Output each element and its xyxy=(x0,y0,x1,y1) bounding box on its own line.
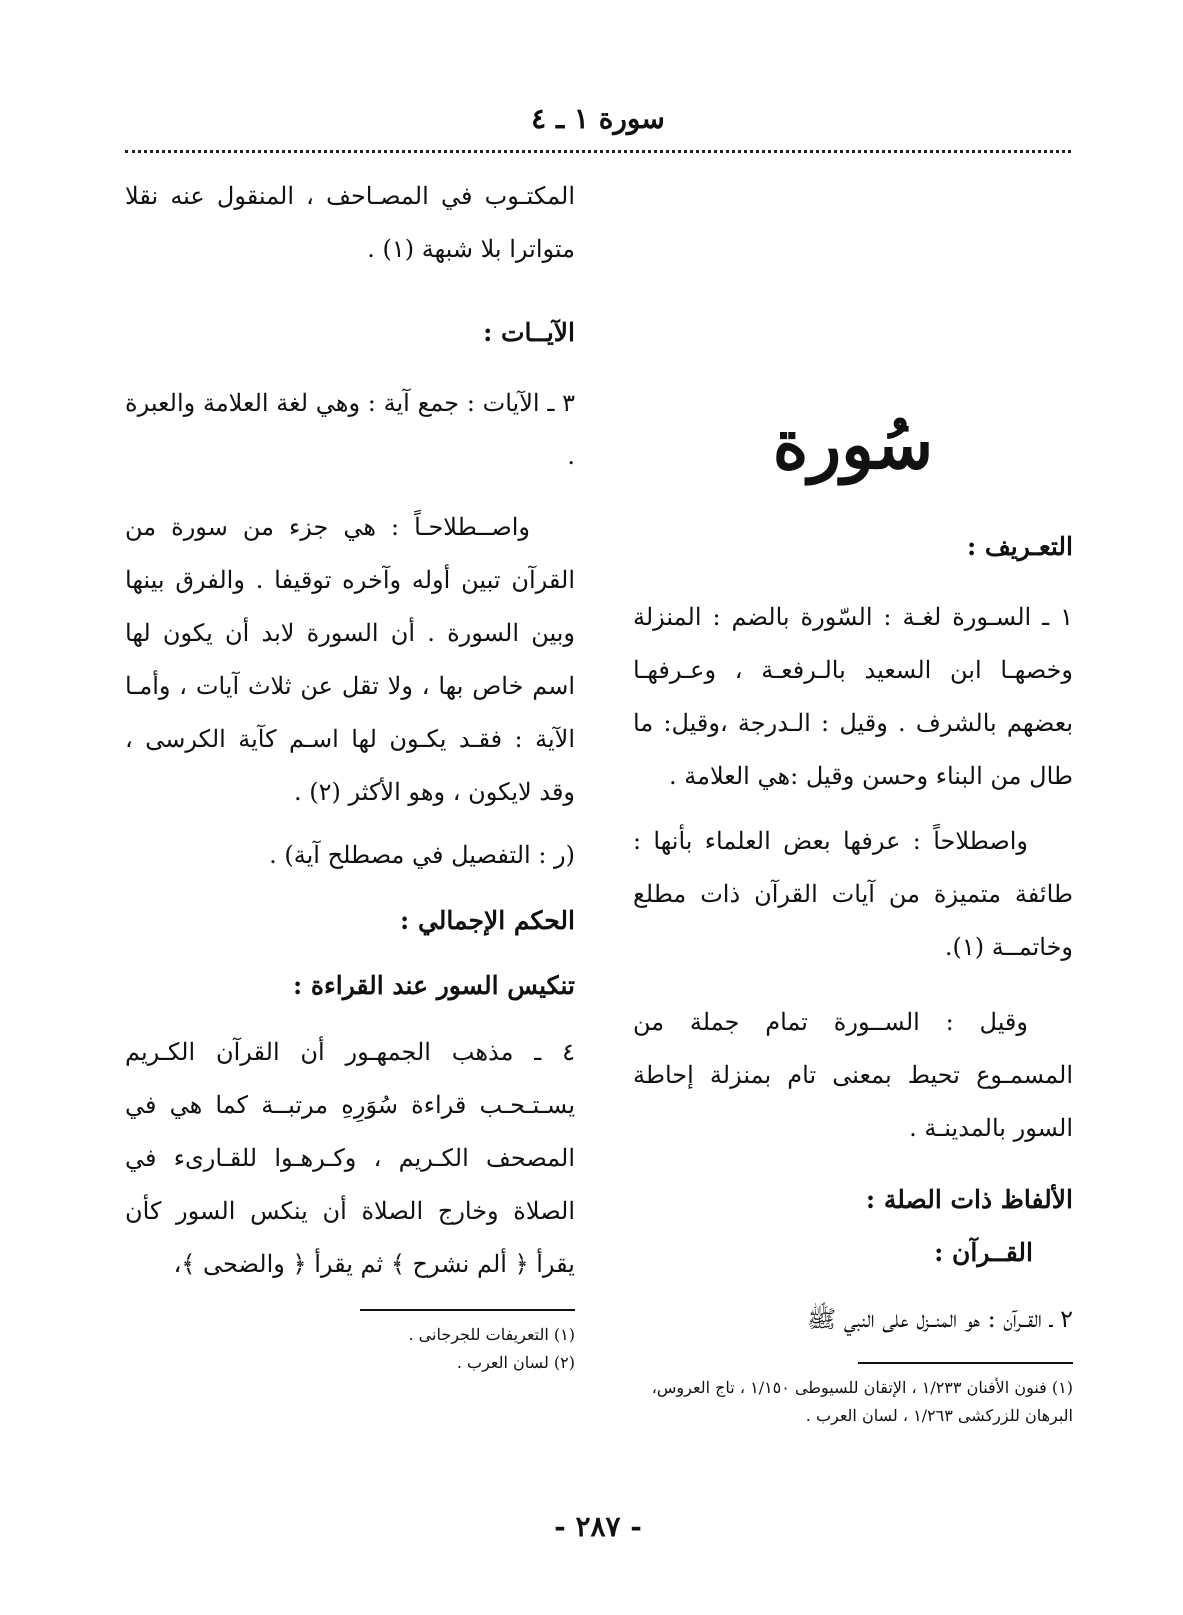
footnote-2: (٢) لسان العرب . xyxy=(456,1353,575,1372)
ruling-heading: الحكم الإجمالي : xyxy=(400,906,575,935)
footnote: (١) فنون الأفنان ١/٢٣٣ ، الإتقان للسيوطى ١/١٥٠ ، تاج العروس، البرهان للزركشى ١/٢٦٣ ، لسان العرب . xyxy=(651,1378,1073,1425)
ayat-heading: الآيــات : xyxy=(483,318,575,347)
quran-heading: القــرآن : xyxy=(934,1238,1033,1267)
running-header: سورة ١ ـ ٤ xyxy=(531,102,665,135)
definition-heading: التعـريف : xyxy=(966,532,1073,561)
paragraph-3: وقيل : الســورة تمام جملة من المسمـوع تحيط بمعنى تام بمنزلة إحاطة السور بالمدينـة . xyxy=(633,1008,1073,1142)
paragraph-2: واصطلاحاً : عرفها بعض العلماء بأنها : طائفة متميزة من آيات القرآن ذات مطلع وخاتمــة (١). xyxy=(633,827,1073,961)
paragraph-3: ٤ ـ مذهب الجمهـور أن القرآن الكـريم يسـتـحـب قراءة سُوَرِهِ مرتبــة كما هي في المصحف الكـريم ، وكـرهـوا للقـارىء في الصلاة وخارج الصلاة أن ينكس السور كأن يقرأ ﴿ ألم نشرح ﴾ ثم يقرأ ﴿ والضحى ﴾، xyxy=(125,1038,575,1278)
entry-title: سُورة xyxy=(772,405,934,485)
cross-reference: (ر : التفصيل في مصطلح آية) . xyxy=(269,841,575,869)
paragraph-4: ٢ ـ القــرآن : هو المنــزل على النبي ﷺ xyxy=(807,1305,1073,1333)
header-dotted-rule xyxy=(125,150,1071,153)
reversal-heading: تنكيس السور عند القراءة : xyxy=(292,971,575,1000)
related-terms-heading: الألفاظ ذات الصلة : xyxy=(865,1185,1073,1214)
paragraph-1: ٣ ـ الآيات : جمع آية : وهي لغة العلامة والعبرة . xyxy=(125,389,575,470)
left-column xyxy=(125,170,575,1430)
footnote-rule xyxy=(858,1362,1073,1364)
right-column xyxy=(633,170,1073,1430)
paragraph-1: ١ ـ السـورة لغـة : السّورة بالضم : المنزلة وخصهـا ابن السعيد بالـرفعـة ، وعـرفهـا بعضهم بالشرف . وقيل : الـدرجة ،وقيل: ما طال من البناء وحسن وقيل :هي العلامة . xyxy=(633,603,1073,790)
paragraph-2: واصــطلاحـاً : هي جزء من سورة من القرآن تبين أوله وآخره توقيفا . والفرق بينها وبين السورة . أن السورة لابد أن يكون لها اسم خاص بها ، ولا تقل عن ثلاث آيات ، وأمـا الآية : فقـد يكـون لها اسـم كآية الكرسى ، وقد لايكون ، وهو الأكثر (٢) . xyxy=(125,513,576,806)
paragraph-0: المكتـوب في المصـاحف ، المنقول عنه نقلا متواترا بلا شبهة (١) . xyxy=(125,182,575,263)
footnote-rule xyxy=(360,1309,575,1311)
page-number: - ٢٨٧ - xyxy=(554,1510,642,1543)
footnote-1: (١) التعريفات للجرجانى . xyxy=(408,1325,575,1344)
